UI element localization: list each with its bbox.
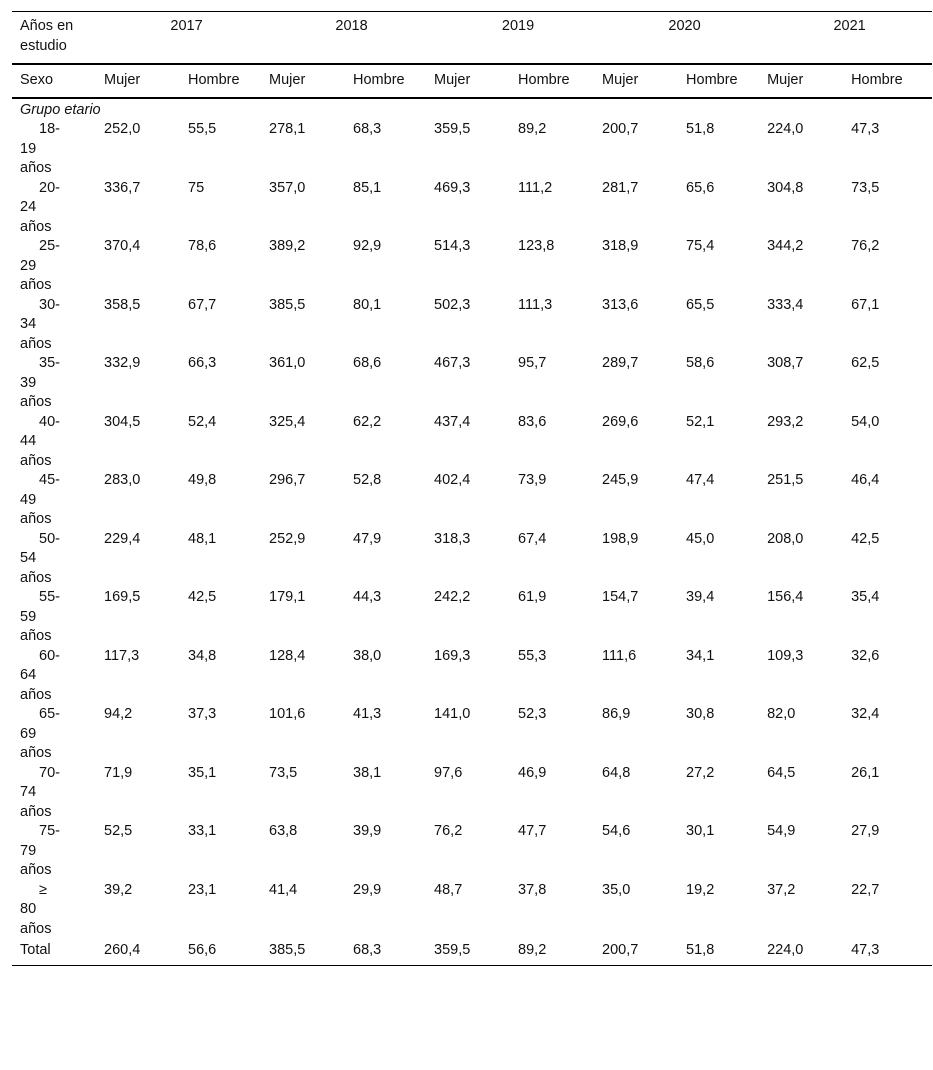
female-value-cell: 289,7 — [602, 355, 639, 371]
age-group-label-part: 35- — [39, 355, 60, 371]
age-group-label-part: 40- — [39, 413, 60, 430]
male-value-cell: 47,3 — [851, 121, 880, 137]
year-header-row — [12, 12, 932, 65]
table-row — [12, 179, 932, 238]
female-value-cell: 54,6 — [602, 823, 631, 839]
male-value-cell: 27,9 — [851, 823, 880, 839]
age-group-cell — [12, 179, 104, 238]
female-value-cell: 308,7 — [767, 355, 804, 371]
female-value-cell: 242,2 — [434, 589, 471, 605]
group-label-row — [12, 98, 932, 121]
female-value-cell: 141,0 — [434, 706, 471, 722]
male-value-cell: 37,8 — [518, 881, 547, 898]
year-2019-header: 2019 — [434, 12, 602, 65]
age-group-label-part: años — [20, 569, 52, 586]
female-value-cell: 359,5 — [434, 121, 471, 137]
male-value-cell: 68,6 — [353, 355, 382, 371]
data-table — [12, 11, 932, 966]
female-value-cell: 278,1 — [269, 121, 306, 137]
female-value-cell: 63,8 — [269, 823, 298, 839]
female-value-cell: 313,6 — [602, 296, 639, 313]
female-value-cell: 111,6 — [602, 647, 637, 664]
female-value-cell: 269,6 — [602, 413, 639, 430]
male-value-cell: 52,8 — [353, 472, 382, 488]
age-group-cell — [12, 296, 104, 355]
total-male-cell: 51,8 — [686, 939, 767, 965]
age-group-label-part: años — [20, 277, 52, 293]
male-value-cell: 80,1 — [353, 296, 382, 313]
female-value-cell: 179,1 — [269, 589, 306, 605]
female-value-cell: 252,0 — [104, 121, 141, 137]
female-value-cell: 318,9 — [602, 238, 639, 254]
age-group-label-part: 49 — [20, 491, 37, 508]
male-value-cell: 78,6 — [188, 238, 217, 254]
female-value-cell: 293,2 — [767, 413, 804, 430]
male-value-cell: 62,5 — [851, 355, 880, 371]
female-value-cell: 97,6 — [434, 764, 463, 781]
table-row — [12, 705, 932, 764]
female-value-cell: 304,8 — [767, 179, 804, 196]
sex-header-row — [12, 64, 932, 98]
table-row — [12, 647, 932, 706]
female-value-cell: 514,3 — [434, 238, 471, 254]
female-value-cell: 296,7 — [269, 472, 306, 488]
age-group-label-part: 24 — [20, 199, 37, 215]
male-value-cell: 38,0 — [353, 647, 382, 664]
female-value-cell: 333,4 — [767, 296, 804, 313]
male-header: Hombre — [686, 64, 767, 98]
female-value-cell: 64,8 — [602, 764, 631, 781]
total-male-cell: 68,3 — [353, 939, 434, 965]
male-value-cell: 19,2 — [686, 881, 715, 898]
female-value-cell: 469,3 — [434, 179, 471, 196]
male-value-cell: 123,8 — [518, 238, 555, 254]
male-value-cell: 30,8 — [686, 706, 715, 722]
year-2018-header: 2018 — [269, 12, 434, 65]
age-group-label-part: ≥ — [39, 881, 47, 898]
total-male-cell: 89,2 — [518, 939, 602, 965]
female-value-cell: 336,7 — [104, 179, 141, 196]
age-group-label-part: 80 — [20, 901, 37, 917]
female-value-cell: 385,5 — [269, 296, 306, 313]
male-value-cell: 42,5 — [851, 530, 880, 547]
male-value-cell: 33,1 — [188, 823, 217, 839]
male-value-cell: 73,9 — [518, 472, 547, 488]
age-group-label-part: años — [20, 862, 52, 878]
female-value-cell: 402,4 — [434, 472, 471, 488]
age-group-cell — [12, 354, 104, 413]
female-value-cell: 437,4 — [434, 413, 471, 430]
male-value-cell: 62,2 — [353, 413, 382, 430]
male-value-cell: 39,4 — [686, 589, 715, 605]
female-value-cell: 467,3 — [434, 355, 471, 371]
age-group-label-part: 45- — [39, 472, 60, 488]
male-value-cell: 39,9 — [353, 823, 382, 839]
age-group-label-part: 29 — [20, 257, 37, 274]
age-group-cell — [12, 647, 104, 706]
female-value-cell: 332,9 — [104, 355, 141, 371]
table-row — [12, 120, 932, 179]
male-value-cell: 34,1 — [686, 647, 715, 664]
total-male-cell: 56,6 — [188, 939, 269, 965]
age-group-label-part: 50- — [39, 530, 60, 547]
female-value-cell: 357,0 — [269, 179, 306, 196]
age-group-cell — [12, 822, 104, 881]
total-female-cell: 359,5 — [434, 939, 518, 965]
male-value-cell: 48,1 — [188, 530, 217, 547]
age-group-label-part: años — [20, 686, 52, 703]
female-value-cell: 229,4 — [104, 530, 141, 547]
table-row — [12, 296, 932, 355]
age-group-label-part: 19 — [20, 140, 37, 157]
female-value-cell: 156,4 — [767, 589, 804, 605]
male-value-cell: 67,4 — [518, 530, 547, 547]
age-group-label-part: años — [20, 920, 52, 937]
male-value-cell: 46,9 — [518, 764, 547, 781]
male-header: Hombre — [353, 64, 434, 98]
age-group-label-part: 55- — [39, 589, 60, 605]
male-header: Hombre — [188, 64, 269, 98]
age-group-label-part: 65- — [39, 706, 60, 722]
male-value-cell: 92,9 — [353, 238, 382, 254]
female-value-cell: 281,7 — [602, 179, 639, 196]
female-value-cell: 41,4 — [269, 881, 298, 898]
male-value-cell: 58,6 — [686, 355, 715, 371]
male-value-cell: 61,9 — [518, 589, 547, 605]
table-row — [12, 471, 932, 530]
female-value-cell: 82,0 — [767, 706, 796, 722]
age-group-cell — [12, 705, 104, 764]
female-value-cell: 73,5 — [269, 764, 298, 781]
female-value-cell: 94,2 — [104, 706, 133, 722]
male-value-cell: 29,9 — [353, 881, 382, 898]
age-group-cell — [12, 237, 104, 296]
male-header: Hombre — [851, 64, 932, 98]
female-value-cell: 169,3 — [434, 647, 471, 664]
age-group-label-part: 79 — [20, 842, 37, 859]
female-value-cell: 86,9 — [602, 706, 631, 722]
age-group-label-part: 59 — [20, 608, 37, 625]
female-header: Mujer — [602, 64, 686, 98]
female-value-cell: 304,5 — [104, 413, 141, 430]
table-row — [12, 354, 932, 413]
male-value-cell: 41,3 — [353, 706, 382, 722]
age-group-label-part: 64 — [20, 667, 37, 683]
male-value-cell: 44,3 — [353, 589, 382, 605]
male-value-cell: 38,1 — [353, 764, 382, 781]
age-group-cell — [12, 588, 104, 647]
female-value-cell: 169,5 — [104, 589, 141, 605]
male-value-cell: 51,8 — [686, 121, 715, 137]
male-value-cell: 52,4 — [188, 413, 217, 430]
age-group-label-part: años — [20, 511, 52, 527]
female-value-cell: 361,0 — [269, 355, 306, 371]
female-value-cell: 109,3 — [767, 647, 804, 664]
male-value-cell: 111,2 — [518, 179, 553, 196]
female-header: Mujer — [104, 64, 188, 98]
male-value-cell: 65,5 — [686, 296, 715, 313]
age-group-label-part: 39 — [20, 374, 37, 391]
age-group-label-part: años — [20, 335, 52, 352]
total-female-cell: 260,4 — [104, 939, 188, 965]
female-value-cell: 154,7 — [602, 589, 639, 605]
table-row — [12, 588, 932, 647]
age-group-label-part: años — [20, 218, 52, 235]
male-value-cell: 32,6 — [851, 647, 880, 664]
male-value-cell: 55,5 — [188, 121, 217, 137]
male-value-cell: 52,3 — [518, 706, 547, 722]
male-value-cell: 67,7 — [188, 296, 217, 313]
age-group-label-part: años — [20, 394, 52, 410]
female-value-cell: 252,9 — [269, 530, 306, 547]
age-group-label-part: 18- — [39, 121, 60, 137]
male-value-cell: 83,6 — [518, 413, 547, 430]
age-group-label-part: 69 — [20, 725, 37, 742]
male-value-cell: 95,7 — [518, 355, 547, 371]
male-value-cell: 42,5 — [188, 589, 217, 605]
male-value-cell: 32,4 — [851, 706, 880, 722]
male-header: Hombre — [518, 64, 602, 98]
table-row — [12, 764, 932, 823]
male-value-cell: 30,1 — [686, 823, 715, 839]
age-group-cell — [12, 120, 104, 179]
male-value-cell: 75 — [188, 179, 205, 196]
total-female-cell: 385,5 — [269, 939, 353, 965]
age-group-cell — [12, 413, 104, 472]
female-value-cell: 54,9 — [767, 823, 796, 839]
age-group-label-part: 54 — [20, 550, 37, 566]
female-value-cell: 283,0 — [104, 472, 141, 488]
age-group-label-part: años — [20, 628, 52, 644]
female-value-cell: 37,2 — [767, 881, 796, 898]
male-value-cell: 22,7 — [851, 881, 880, 898]
female-value-cell: 200,7 — [602, 121, 639, 137]
female-value-cell: 502,3 — [434, 296, 471, 313]
male-value-cell: 66,3 — [188, 355, 217, 371]
age-group-label-part: años — [20, 452, 52, 469]
female-value-cell: 101,6 — [269, 706, 306, 722]
male-value-cell: 47,9 — [353, 530, 382, 547]
female-value-cell: 117,3 — [104, 647, 140, 664]
male-value-cell: 34,8 — [188, 647, 217, 664]
age-group-label: Grupo etario — [20, 101, 101, 118]
year-2021-header: 2021 — [767, 12, 932, 65]
age-group-label-part: 25- — [39, 238, 60, 254]
male-value-cell: 67,1 — [851, 296, 880, 313]
male-value-cell: 35,1 — [188, 764, 217, 781]
female-value-cell: 128,4 — [269, 647, 306, 664]
year-2020-header: 2020 — [602, 12, 767, 65]
age-group-label-part: 60- — [39, 647, 60, 664]
sex-label: Sexo — [12, 64, 104, 98]
male-value-cell: 37,3 — [188, 706, 217, 722]
table-row — [12, 881, 932, 940]
total-label: Total — [12, 939, 104, 965]
table-row — [12, 413, 932, 472]
male-value-cell: 55,3 — [518, 647, 547, 664]
female-value-cell: 48,7 — [434, 881, 463, 898]
total-row — [12, 939, 932, 965]
female-value-cell: 35,0 — [602, 881, 631, 898]
age-group-label-part: 70- — [39, 764, 60, 781]
female-value-cell: 358,5 — [104, 296, 141, 313]
age-group-cell — [12, 881, 104, 940]
total-female-cell: 200,7 — [602, 939, 686, 965]
male-value-cell: 47,7 — [518, 823, 547, 839]
male-value-cell: 47,4 — [686, 472, 715, 488]
total-male-cell: 47,3 — [851, 939, 932, 965]
male-value-cell: 68,3 — [353, 121, 382, 137]
table-row — [12, 237, 932, 296]
age-group-label-part: años — [20, 803, 52, 820]
female-value-cell: 318,3 — [434, 530, 471, 547]
male-value-cell: 52,1 — [686, 413, 715, 430]
male-value-cell: 73,5 — [851, 179, 880, 196]
female-value-cell: 198,9 — [602, 530, 639, 547]
female-value-cell: 245,9 — [602, 472, 639, 488]
years-in-study-label: Años en estudio — [12, 12, 104, 65]
age-group-label-part: 75- — [39, 823, 60, 839]
female-value-cell: 370,4 — [104, 238, 141, 254]
male-value-cell: 54,0 — [851, 413, 880, 430]
age-group-label-part: años — [20, 160, 52, 176]
table-row — [12, 530, 932, 589]
male-value-cell: 45,0 — [686, 530, 715, 547]
male-value-cell: 111,3 — [518, 296, 553, 313]
male-value-cell: 46,4 — [851, 472, 880, 488]
female-value-cell: 325,4 — [269, 413, 306, 430]
female-value-cell: 344,2 — [767, 238, 804, 254]
male-value-cell: 35,4 — [851, 589, 880, 605]
year-2017-header: 2017 — [104, 12, 269, 65]
table-row — [12, 822, 932, 881]
female-value-cell: 76,2 — [434, 823, 463, 839]
age-group-label-part: años — [20, 745, 52, 761]
male-value-cell: 26,1 — [851, 764, 880, 781]
age-group-label-part: 30- — [39, 296, 60, 313]
female-value-cell: 224,0 — [767, 121, 804, 137]
age-group-label-part: 34 — [20, 316, 37, 332]
female-value-cell: 389,2 — [269, 238, 306, 254]
female-header: Mujer — [269, 64, 353, 98]
female-value-cell: 71,9 — [104, 764, 133, 781]
male-value-cell: 89,2 — [518, 121, 547, 137]
male-value-cell: 85,1 — [353, 179, 382, 196]
total-female-cell: 224,0 — [767, 939, 851, 965]
male-value-cell: 76,2 — [851, 238, 880, 254]
female-header: Mujer — [434, 64, 518, 98]
female-value-cell: 39,2 — [104, 881, 133, 898]
female-value-cell: 64,5 — [767, 764, 796, 781]
age-group-cell — [12, 764, 104, 823]
female-header: Mujer — [767, 64, 851, 98]
female-value-cell: 208,0 — [767, 530, 804, 547]
male-value-cell: 65,6 — [686, 179, 715, 196]
male-value-cell: 27,2 — [686, 764, 715, 781]
female-value-cell: 52,5 — [104, 823, 133, 839]
male-value-cell: 75,4 — [686, 238, 715, 254]
age-group-cell — [12, 471, 104, 530]
age-group-label-part: 20- — [39, 179, 60, 196]
age-group-label-part: 44 — [20, 433, 37, 449]
male-value-cell: 23,1 — [188, 881, 217, 898]
male-value-cell: 49,8 — [188, 472, 217, 488]
age-group-cell — [12, 530, 104, 589]
female-value-cell: 251,5 — [767, 472, 804, 488]
age-group-label-part: 74 — [20, 784, 37, 800]
